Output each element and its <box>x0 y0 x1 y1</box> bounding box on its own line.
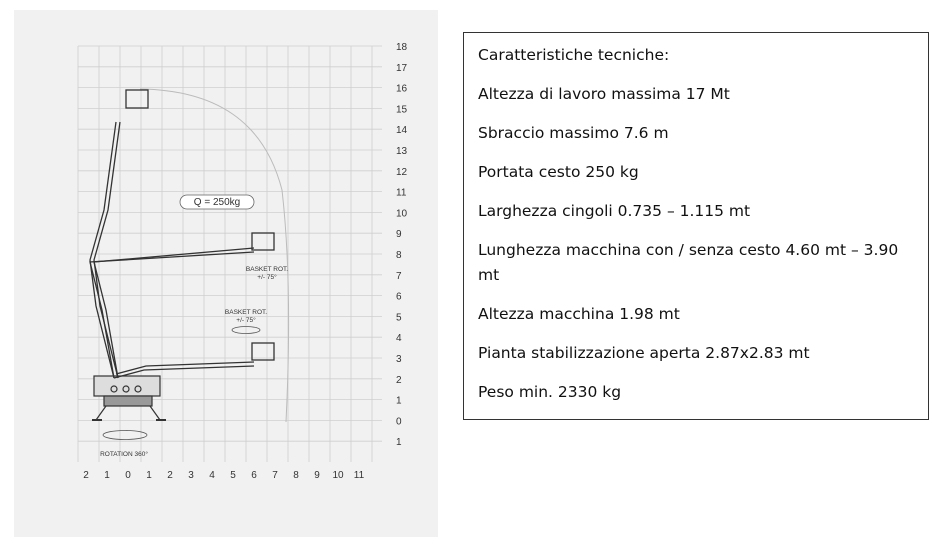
turret-rotation-label: ROTATION 360° <box>100 451 148 458</box>
spec-basket-capacity: Portata cesto 250 kg <box>478 163 639 181</box>
basket-rotation-value-lower: +/- 75° <box>236 317 256 324</box>
x-tick-label: 1 <box>104 470 110 481</box>
spec-min-weight: Peso min. 2330 kg <box>478 383 622 401</box>
turret-rotation-arrow <box>103 431 147 440</box>
x-tick-label: 9 <box>314 470 320 481</box>
x-tick-label: 5 <box>230 470 236 481</box>
y-tick-label: 7 <box>396 270 402 282</box>
y-tick-label: 1 <box>396 395 402 407</box>
y-tick-label: 0 <box>396 416 402 428</box>
y-axis-ticks <box>396 42 408 448</box>
x-tick-label: 4 <box>209 470 215 481</box>
y-tick-label: 11 <box>396 187 407 199</box>
working-range-diagram <box>14 10 438 537</box>
y-tick-label: 8 <box>396 250 402 261</box>
spec-machine-length: Lunghezza macchina con / senza cesto 4.60 mt – 3.90 mt <box>478 241 899 284</box>
y-tick-label: 18 <box>396 42 408 53</box>
y-tick-label: 14 <box>396 125 408 137</box>
technical-specs-box <box>463 32 929 420</box>
x-tick-label: 3 <box>188 470 194 481</box>
x-tick-label: 1 <box>146 470 152 481</box>
y-tick-label: 17 <box>396 62 408 74</box>
y-tick-label: 12 <box>396 166 408 178</box>
y-tick-label: 6 <box>396 291 402 303</box>
y-tick-label: 2 <box>396 374 402 386</box>
x-tick-label: 2 <box>83 470 89 481</box>
x-tick-label: 11 <box>353 470 365 481</box>
y-tick-label: 16 <box>396 83 408 95</box>
x-tick-label: 10 <box>332 470 344 481</box>
y-tick-label: 3 <box>396 354 402 365</box>
load-capacity-label <box>180 195 254 209</box>
spec-max-outreach: Sbraccio massimo 7.6 m <box>478 124 669 142</box>
y-tick-label: 1 <box>396 437 402 449</box>
spec-machine-height: Altezza macchina 1.98 mt <box>478 305 680 323</box>
basket-rotation-value-upper: +/- 75° <box>257 274 277 281</box>
y-tick-label: 9 <box>396 229 402 241</box>
specs-title: Caratteristiche tecniche: <box>478 46 670 64</box>
x-tick-label: 8 <box>293 470 299 481</box>
x-tick-label: 7 <box>272 470 278 481</box>
x-axis-ticks <box>83 470 364 481</box>
x-tick-label: 6 <box>251 470 257 481</box>
tracked-base <box>92 376 166 420</box>
basket-rotation-label-upper: BASKET ROT. <box>245 266 289 273</box>
boom-low-position <box>114 343 274 378</box>
y-tick-label: 10 <box>396 208 408 220</box>
y-tick-label: 4 <box>396 333 402 345</box>
y-tick-label: 13 <box>396 146 408 157</box>
spec-track-width: Larghezza cingoli 0.735 – 1.115 mt <box>478 202 751 220</box>
spec-max-working-height: Altezza di lavoro massima 17 Mt <box>478 85 730 103</box>
spec-outrigger-footprint: Pianta stabilizzazione aperta 2.87x2.83 mt <box>478 344 810 362</box>
y-tick-label: 15 <box>396 104 408 116</box>
working-range-svg <box>14 10 438 537</box>
basket-rotation-label-lower: BASKET ROT. <box>224 309 268 316</box>
load-label-text: Q = 250kg <box>193 197 241 208</box>
x-tick-label: 0 <box>125 470 131 481</box>
y-tick-label: 5 <box>396 312 402 324</box>
x-tick-label: 2 <box>167 470 173 481</box>
